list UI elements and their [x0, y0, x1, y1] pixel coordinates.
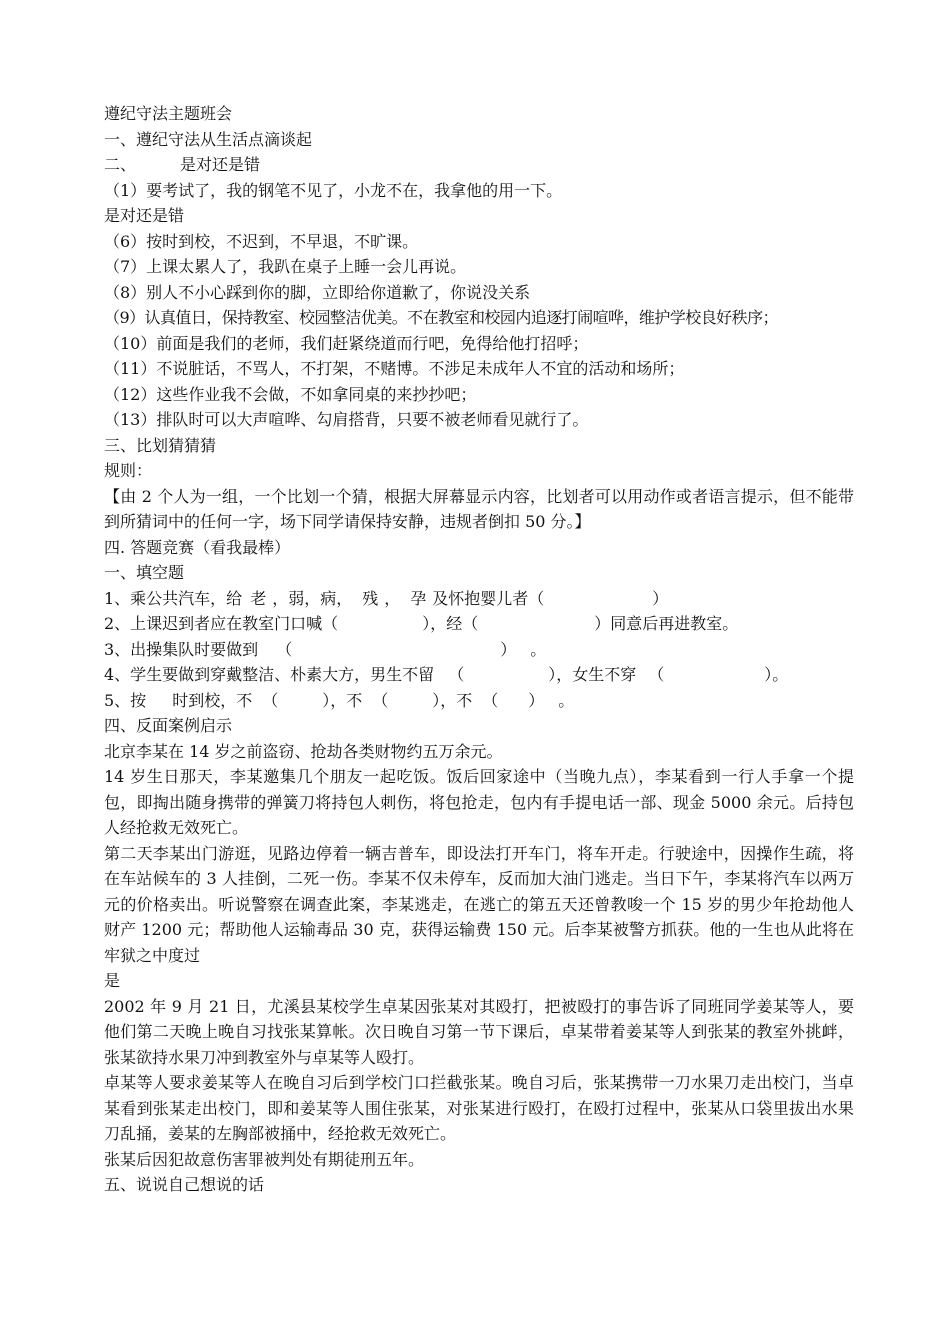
fill-question-2 — [104, 611, 854, 637]
case-paragraph: 第二天李某出门游逛，见路边停着一辆吉普车，即设法打开车门，将车开走。行驶途中，因操作生疏，将在车站候车的 3 人挂倒，二死一伤。李某不仅未停车，反而加大油门逃走。当日下午，李某将汽车以两万元的价格卖出。听说警察在调查此案，李某逃走，在逃亡的第五天还曾教唆一个 15 岁的男少年抢劫他人财产 1200 元；帮助他人运输毒品 30 克，获得运输费 150 元。后李某被警方抓获。他的一生也从此将在牢狱之中度过 — [104, 843, 854, 965]
fill-text: 1、乘公共汽车，给 — [104, 588, 243, 608]
fill-text: 。 — [530, 639, 547, 659]
fill-text: （ — [262, 690, 279, 710]
fill-question-3 — [104, 637, 854, 663]
fill-text: ），女生不穿 — [548, 665, 637, 684]
section-2-title: 是对还是错 — [180, 155, 261, 174]
fill-text: （ — [648, 665, 665, 684]
section-heading-5: 四、反面案例启示 — [104, 716, 233, 735]
fill-text: （ — [448, 665, 465, 684]
fill-question-5 — [104, 688, 854, 714]
fill-text: ） — [528, 690, 545, 710]
fill-text: 及怀抱婴儿者（ — [432, 588, 545, 608]
fill-in-title: 一、填空题 — [104, 563, 185, 582]
section-heading-6: 五、说说自己想说的话 — [104, 1175, 265, 1194]
fill-text: 2、上课迟到者应在教室门口喊（ — [104, 614, 339, 633]
fill-text: 。 — [558, 690, 575, 710]
fill-text: 孕 — [410, 588, 427, 608]
fill-text: 时到校，不 — [172, 690, 253, 710]
fill-text: （ — [482, 690, 499, 710]
section-2-number: 二、 — [104, 155, 137, 174]
fill-text: 3、出操集队时要做到 — [104, 639, 259, 659]
question-item: （10）前面是我们的老师，我们赶紧绕道而行吧，免得给他打招呼； — [104, 333, 589, 353]
section-heading-3: 三、比划猜猜猜 — [104, 435, 217, 455]
question-item: （7）上课太累人了，我趴在桌子上睡一会儿再说。 — [104, 257, 467, 276]
fill-text: ），不 — [322, 690, 363, 710]
question-item: （8）别人不小心踩到你的脚，立即给你道歉了，你说没关系 — [104, 282, 531, 302]
fill-text: ）同意后再进教室。 — [594, 614, 739, 633]
question-1: （1）要考试了，我的钢笔不见了，小龙不在，我拿他的用一下。 — [104, 180, 563, 200]
fill-text: 老 — [250, 588, 267, 608]
fill-text: ） — [652, 588, 669, 608]
case-paragraph: 张某后因犯故意伤害罪被判处有期徒刑五年。 — [104, 1149, 425, 1169]
case-paragraph: 2002 年 9 月 21 日，尤溪县某校学生卓某因张某对其殴打，把被殴打的事告诉了同班同学姜某等人，要他们第二天晚上晚自习找张某算帐。次日晚自习第一节下课后，卓某带着姜某等人到张某的教室外挑衅，张某欲持水果刀冲到教室外与卓某等人殴打。 — [104, 996, 854, 1067]
question-item: （6）按时到校，不迟到，不早退，不旷课。 — [104, 231, 419, 251]
section-heading-4: 四. 答题竞赛（看我最棒） — [104, 537, 291, 557]
document-title: 遵纪守法主题班会 — [104, 104, 233, 123]
question-item: （13）排队时可以大声喧哗、勾肩搭背，只要不被老师看见就行了。 — [104, 410, 589, 429]
section-heading-2 — [104, 152, 854, 178]
fill-text: ，弱，病， — [272, 588, 353, 608]
fill-text: （ — [372, 690, 389, 710]
fill-text: 5、按 — [104, 690, 147, 710]
fill-text: ），不 — [432, 690, 473, 710]
document-body — [104, 101, 854, 1198]
case-paragraph: 14 岁生日那天，李某邀集几个朋友一起吃饭。饭后回家途中（当晚九点），李某看到一行人手拿一个提包，即掏出随身携带的弹簧刀将持包人刺伤，将包抢走，包内有手提电话一部、现金 5000 余元。后持包人经抢救无效死亡。 — [104, 767, 854, 837]
question-item: （11）不说脏话，不骂人，不打架，不赌博。不涉足未成年人不宜的活动和场所； — [104, 359, 685, 378]
fill-text: ）。 — [764, 665, 789, 684]
fill-text: 4、学生要做到穿戴整洁、朴素大方，男生不留 — [104, 665, 435, 684]
fill-text: （ — [276, 639, 293, 659]
fill-question-4 — [104, 662, 854, 688]
fill-text: 残 — [362, 588, 379, 608]
section-heading-1: 一、遵纪守法从生活点滴谈起 — [104, 129, 313, 149]
fill-text: ， — [384, 588, 401, 608]
fill-question-1 — [104, 586, 854, 612]
section-2-subtitle: 是对还是错 — [104, 206, 185, 225]
case-paragraph: 卓某等人要求姜某等人在晚自习后到学校门口拦截张某。晚自习后，张某携带一刀水果刀走出校门，当卓某看到张某走出校门，即和姜某等人围住张某，对张某进行殴打，在殴打过程中，张某从口袋里拔出水果刀乱捅，姜某的左胸部被捅中，经抢救无效死亡。 — [104, 1073, 854, 1143]
case-paragraph: 是 — [104, 971, 121, 990]
question-item: （9）认真值日，保持教室、校园整洁优美。不在教室和校园内追逐打闹喧哗，维护学校良好秩序； — [104, 308, 778, 327]
rules-text: 【由 2 个人为一组，一个比划一个猜，根据大屏幕显示内容，比划者可以用动作或者语言提示，但不能带到所猜词中的任何一字，场下同学请保持安静，违规者倒扣 50 分。】 — [104, 486, 854, 531]
case-paragraph: 北京李某在 14 岁之前盗窃、抢劫各类财物约五万余元。 — [104, 741, 503, 761]
fill-text: ），经（ — [422, 614, 479, 633]
fill-text: ） — [500, 639, 517, 659]
rules-label: 规则： — [104, 461, 153, 480]
question-item: （12）这些作业我不会做，不如拿同桌的来抄抄吧； — [104, 384, 477, 404]
